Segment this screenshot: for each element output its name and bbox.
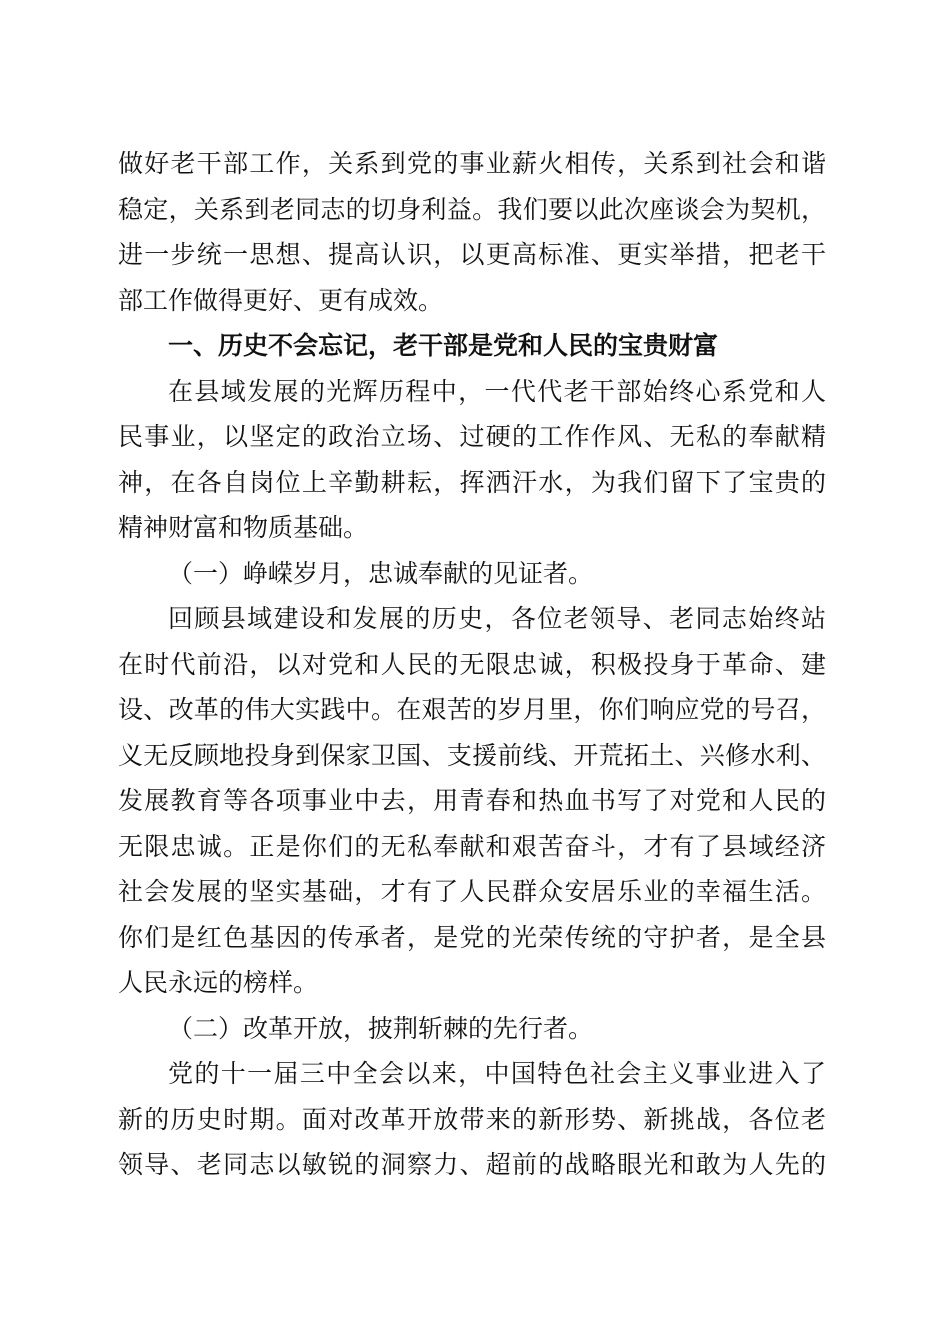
text-line: 民事业，以坚定的政治立场、过硬的工作作风、无私的奉献精 <box>118 422 826 451</box>
text-line: 你们是红色基因的传承者，是党的光荣传统的守护者，是全县 <box>118 922 826 952</box>
paragraph <box>118 1051 826 1188</box>
text-line: 党的十一届三中全会以来，中国特色社会主义事业进入了 <box>168 1059 826 1088</box>
text-line: 发展教育等各项事业中去，用青春和热血书写了对党和人民的 <box>118 786 826 815</box>
text-line: 设、改革的伟大实践中。在艰苦的岁月里，你们响应党的号召， <box>118 695 826 724</box>
subheading-text: （一）峥嵘岁月，忠诚奉献的见证者。 <box>168 558 594 588</box>
text-line: 进一步统一思想、提高认识，以更高标准、更实举措，把老干 <box>118 240 826 269</box>
text-line: 神，在各自岗位上辛勤耕耘，挥洒汗水，为我们留下了宝贵的 <box>118 467 826 497</box>
subheading-text: （二）改革开放，披荆斩棘的先行者。 <box>168 1013 594 1043</box>
text-line: 无限忠诚。正是你们的无私奉献和艰苦奋斗，才有了县域经济 <box>118 831 826 861</box>
text-line: 精神财富和物质基础。 <box>118 513 369 542</box>
text-line: 稳定，关系到老同志的切身利益。我们要以此次座谈会为契机， <box>118 194 826 224</box>
text-line: 在县域发展的光辉历程中，一代代老干部始终心系党和人 <box>168 376 826 406</box>
text-line: 回顾县域建设和发展的历史，各位老领导、老同志始终站 <box>168 604 826 633</box>
paragraph <box>118 596 826 1006</box>
section-heading <box>118 323 826 369</box>
text-line: 义无反顾地投身到保家卫国、支援前线、开荒拓土、兴修水利、 <box>118 740 826 770</box>
text-line: 在时代前沿，以对党和人民的无限忠诚，积极投身于革命、建 <box>118 649 826 679</box>
document-body <box>118 141 826 1188</box>
subsection-heading <box>118 1006 826 1052</box>
text-line: 部工作做得更好、更有成效。 <box>118 285 444 315</box>
text-line: 人民永远的榜样。 <box>118 968 319 997</box>
heading-text: 一、历史不会忘记，老干部是党和人民的宝贵财富 <box>168 331 719 360</box>
subsection-heading <box>118 551 826 597</box>
text-line: 领导、老同志以敏锐的洞察力、超前的战略眼光和敢为人先的 <box>118 1150 826 1179</box>
text-line: 新的历史时期。面对改革开放带来的新形势、新挑战，各位老 <box>118 1104 826 1134</box>
text-line: 做好老干部工作，关系到党的事业薪火相传，关系到社会和谐 <box>118 149 826 178</box>
paragraph <box>118 369 826 551</box>
text-line: 社会发展的坚实基础，才有了人民群众安居乐业的幸福生活。 <box>118 877 826 906</box>
paragraph <box>118 141 826 323</box>
